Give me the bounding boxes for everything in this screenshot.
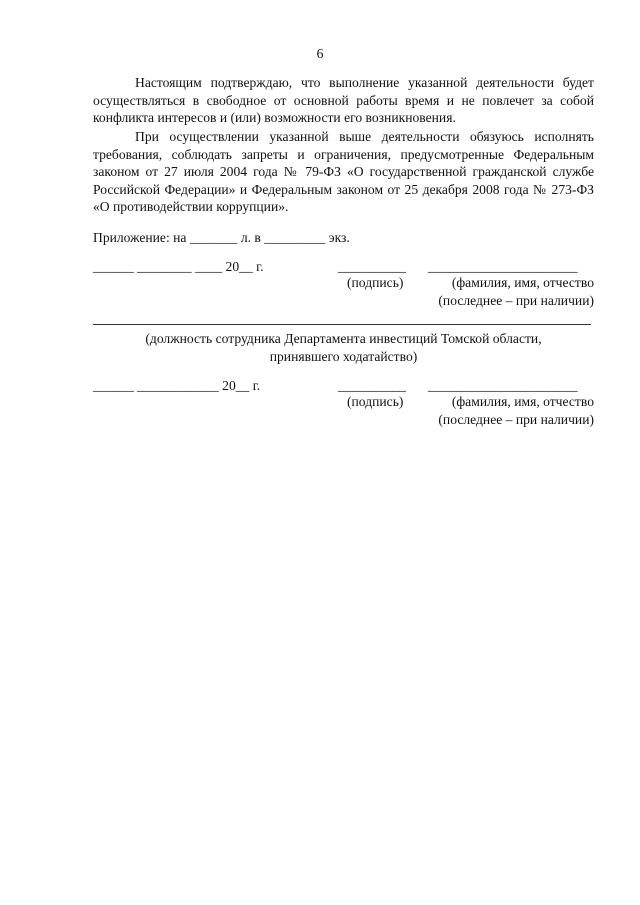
name-blank: ______________________ xyxy=(428,259,578,274)
attachment-line: Приложение: на _______ л. в _________ экз. xyxy=(93,230,350,245)
name-label: (фамилия, имя, отчество xyxy=(451,275,594,290)
date-line: ______ ____________ 20__ г. xyxy=(93,378,261,393)
name-blank: ______________________ xyxy=(428,378,578,393)
signature-label: (подпись) xyxy=(347,275,404,290)
obligation-paragraph xyxy=(93,128,594,216)
name-label: (фамилия, имя, отчество xyxy=(451,394,594,409)
name-label-note: (последнее – при наличии) xyxy=(438,412,594,427)
paragraph-text: При осуществлении указанной выше деятельности обязуюсь исполнять требования, соблюдать запреты и ограничения, предусмотренные Федеральным законом от 27 июля 2004 года № 79-ФЗ «О государственной гражданской службе Российской Федерации» и Федеральным законом от 25 декабря 2008 года № 273-ФЗ «О противодействии коррупции». xyxy=(93,129,594,214)
paragraph-text: Настоящим подтверждаю, что выполнение указанной деятельности будет осуществляться в свободное от основной работы время и не повлечет за собой конфликта интересов и (или) возможности его возникновения. xyxy=(93,75,594,125)
official-position-rule xyxy=(93,324,591,325)
signature-blank: __________ xyxy=(338,259,406,274)
signature-label: (подпись) xyxy=(347,394,404,409)
name-label-note: (последнее – при наличии) xyxy=(438,293,594,308)
confirmation-paragraph xyxy=(93,74,594,127)
page-number: 6 xyxy=(316,46,324,61)
official-position-caption: (должность сотрудника Департамента инвестиций Томской области, xyxy=(145,331,542,346)
signature-blank: __________ xyxy=(338,378,406,393)
date-line: ______ ________ ____ 20__ г. xyxy=(93,259,264,274)
official-position-caption-cont: принявшего ходатайство) xyxy=(269,349,418,364)
